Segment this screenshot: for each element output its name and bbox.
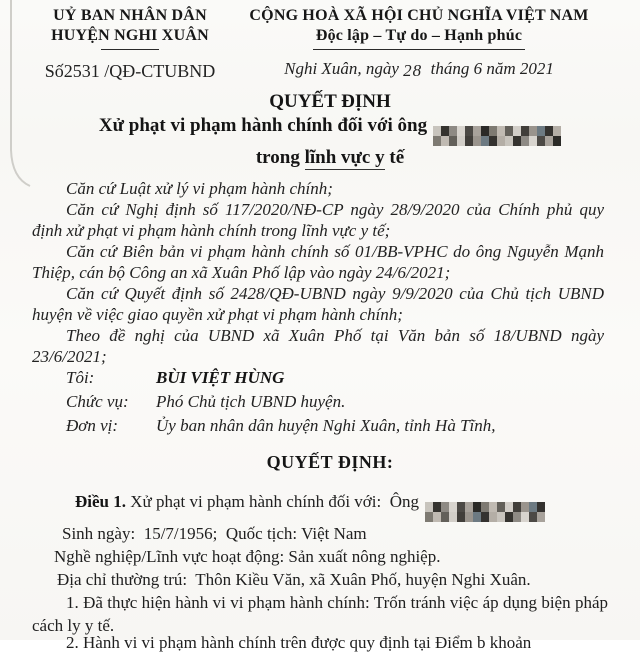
- national-title: CỘNG HOÀ XÃ HỘI CHỦ NGHĨA VIỆT NAM: [249, 7, 589, 24]
- national-motto: Độc lập – Tự do – Hạnh phúc: [315, 27, 523, 44]
- clipped-bottom-line: 2. Hành vi vi phạm hành chính trên được quy định tại Điểm b khoản: [66, 633, 532, 652]
- recital-law: Căn cứ Luật xử lý vi phạm hành chính;: [66, 179, 333, 198]
- signer-name-value: BÙI VIỆT HÙNG: [156, 368, 285, 387]
- signer-unit-row: [66, 414, 606, 438]
- article-1-subject: Ông: [389, 492, 420, 511]
- date-suffix: tháng 6 năm 2021: [430, 59, 554, 78]
- article-1-section: [32, 490, 613, 637]
- place-date-line: [238, 59, 600, 79]
- recital-decree: Căn cứ Nghị định số 117/2020/NĐ-CP ngày 28/9/2020 của Chính phủ quy định xử phạt vi phạm hành chính trong lĩnh vực y tế;: [32, 200, 604, 240]
- signer-unit-label: Đơn vị:: [66, 416, 119, 435]
- title-underlined-text: lĩnh vực y: [304, 147, 385, 168]
- authority-name: HUYỆN NGHI XUÂN: [51, 27, 209, 44]
- article-1-label: Điều 1.: [75, 492, 126, 511]
- signer-name-row: [66, 366, 606, 390]
- detail-birth-nationality: Sinh ngày: 15/7/1956; Quốc tịch: Việt Nam: [62, 524, 367, 543]
- decision-heading: QUYẾT ĐỊNH:: [266, 452, 394, 472]
- signer-position-row: [66, 390, 606, 414]
- article-1-line: Điều 1. Xử phạt vi phạm hành chính đối với: Ông: [32, 490, 608, 522]
- date-day: 28: [403, 61, 423, 80]
- header-national-motto: [238, 6, 600, 79]
- redacted-name-pixelation: [425, 502, 545, 522]
- recital-violation-record: Căn cứ Biên bản vi phạm hành chính số 01/BB-VPHC do ông Nguyễn Mạnh Thiệp, cán bộ Công an xã Xuân Phố lập vào ngày 24/6/2021;: [32, 242, 604, 282]
- detail-occupation: Nghề nghiệp/Lĩnh vực hoạt động: Sản xuất nông nghiệp.: [54, 547, 441, 566]
- title-line2: Xử phạt vi phạm hành chính đối với ông: [40, 114, 620, 146]
- document-number: Số2531 /QĐ-CTUBND: [44, 61, 216, 81]
- title-line3: trong lĩnh vực y tế: [255, 147, 405, 168]
- signer-name-label: Tôi:: [66, 368, 95, 387]
- authority-parent: UỶ BAN NHÂN DÂN: [53, 7, 207, 24]
- signer-unit-value: Ủy ban nhân dân huyện Nghi Xuân, tỉnh Hà Tĩnh,: [156, 416, 496, 435]
- recital-delegation-decision: Căn cứ Quyết định số 2428/QĐ-UBND ngày 9/9/2020 của Chủ tịch UBND huyện về việc giao quyền xử phạt vi phạm hành chính;: [32, 284, 604, 324]
- signer-position-label: Chức vụ:: [66, 392, 129, 411]
- date-prefix: Nghi Xuân, ngày: [284, 59, 399, 78]
- signer-block: [66, 366, 606, 438]
- title-line1: QUYẾT ĐỊNH: [269, 91, 391, 112]
- motto-underline: [313, 49, 525, 50]
- legal-recitals: [32, 178, 604, 367]
- recital-proposal: Theo đề nghị của UBND xã Xuân Phố tại Văn bản số 18/UBND ngày 23/6/2021;: [32, 326, 604, 366]
- signer-position-value: Phó Chủ tịch UBND huyện.: [156, 392, 346, 411]
- detail-address: Địa chỉ thường trú: Thôn Kiều Văn, xã Xuân Phố, huyện Nghi Xuân.: [57, 570, 531, 589]
- redacted-name-pixelation: [433, 126, 561, 146]
- header-issuing-authority: [30, 6, 230, 82]
- document-title: [40, 90, 620, 170]
- detail-violation-1: 1. Đã thực hiện hành vi vi phạm hành chính: Trốn tránh việc áp dụng biện pháp cách ly y tế.: [32, 593, 613, 635]
- authority-underline: [101, 49, 159, 50]
